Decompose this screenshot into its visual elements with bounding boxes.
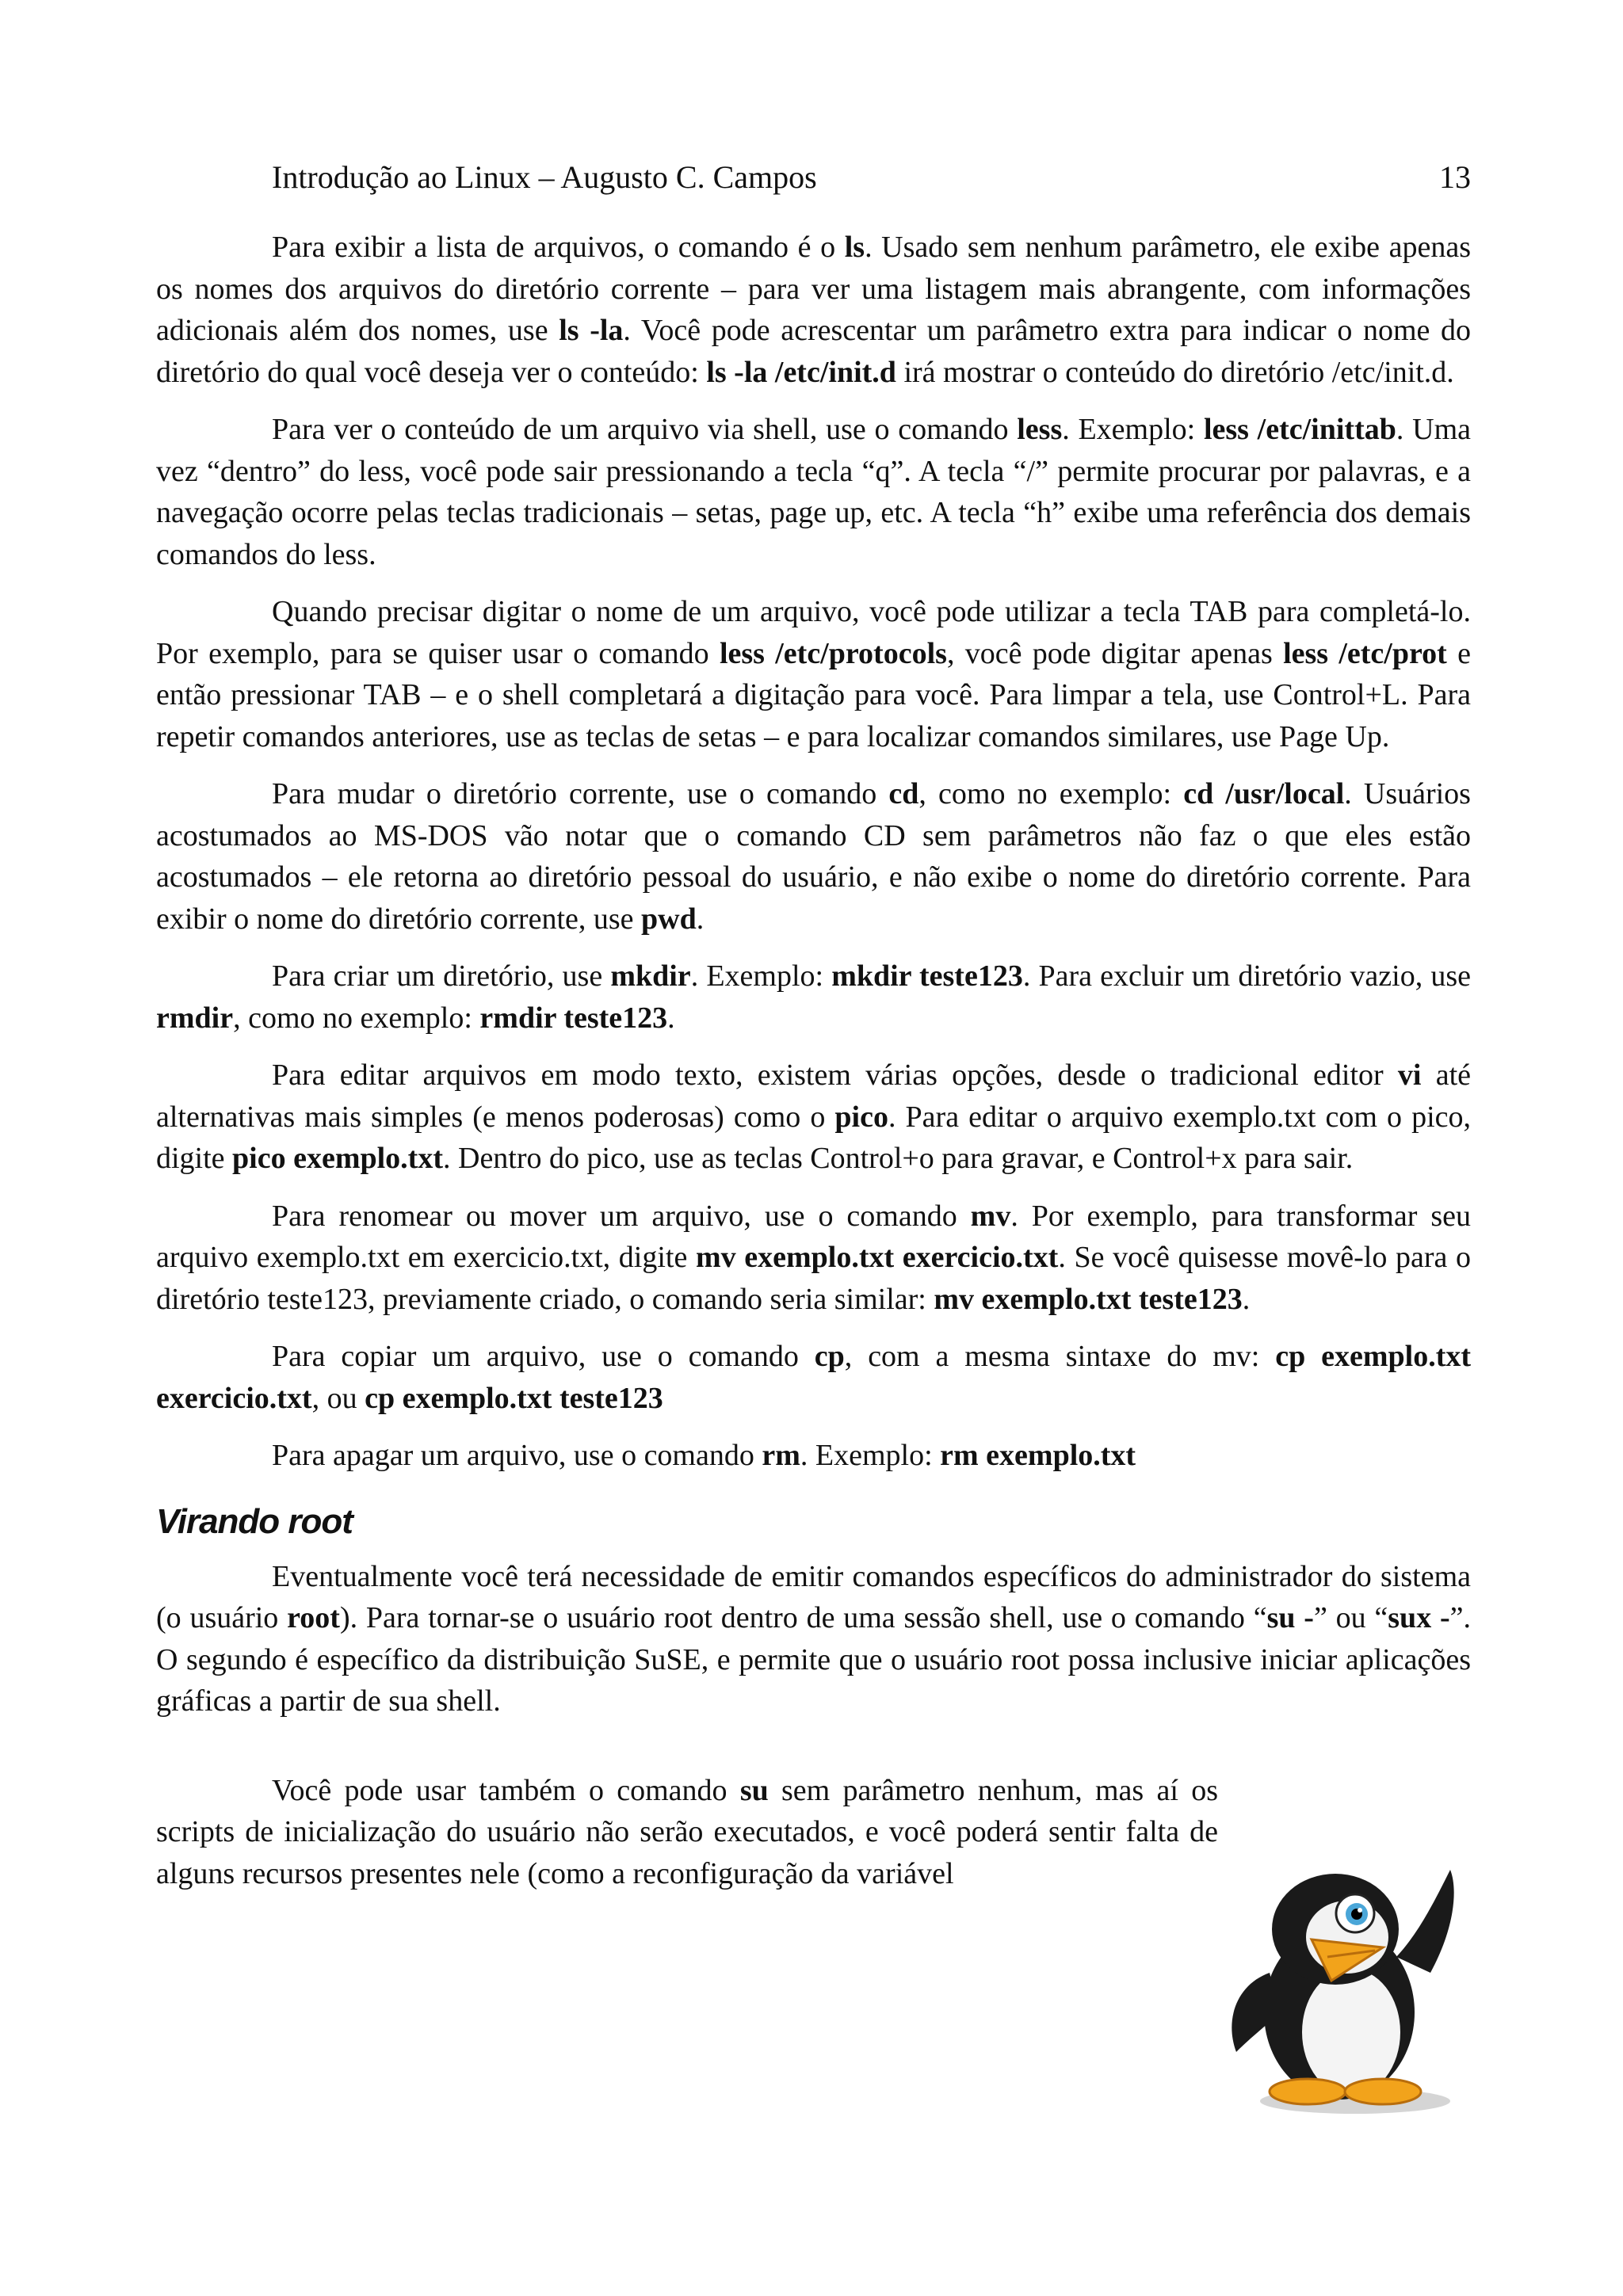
body-text bbox=[156, 227, 1471, 1910]
penguin-mascot-icon bbox=[1220, 1854, 1474, 2115]
paragraph-su: Você pode usar também o comando su sem parâmetro nenhum, mas aí os scripts de inicialização do usuário não serão executados, e você poderá sentir falta de alguns recursos presentes nele (como a reconfiguração da variável bbox=[156, 1773, 1218, 1890]
paragraph-rm: Para apagar um arquivo, use o comando rm. Exemplo: rm exemplo.txt bbox=[272, 1439, 1136, 1472]
paragraph-ls: Para exibir a lista de arquivos, o comando é o ls. Usado sem nenhum parâmetro, ele exibe apenas os nomes dos arquivos do diretório corrente – para ver uma listagem mais abrangente, com informações adicionais além dos nomes, use ls -la. Você pode acrescentar um parâmetro extra para indicar o nome do diretório do qual você deseja ver o conteúdo: ls -la /etc/init.d irá mostrar o conteúdo do diretório /etc/init.d. bbox=[156, 231, 1472, 389]
paragraph-cd: Para mudar o diretório corrente, use o comando cd, como no exemplo: cd /usr/local. Usuários acostumados ao MS-DOS vão notar que o comando CD sem parâmetros não faz o que eles estão acostumados – ele retorna ao diretório pessoal do usuário, e não exibe o nome do diretório corrente. Para exibir o nome do diretório corrente, use pwd. bbox=[156, 777, 1471, 936]
header-title: Introdução ao Linux – Augusto C. Campos bbox=[272, 159, 817, 195]
section-heading: Virando root bbox=[156, 1501, 353, 1541]
page-number: 13 bbox=[1439, 159, 1471, 195]
paragraph-cp: Para copiar um arquivo, use o comando cp, com a mesma sintaxe do mv: cp exemplo.txt exercicio.txt, ou cp exemplo.txt teste123 bbox=[156, 1340, 1471, 1415]
paragraph-root: Eventualmente você terá necessidade de emitir comandos específicos do administrador do sistema (o usuário root). Para tornar-se o usuário root dentro de uma sessão shell, use o comando “su -” ou “sux -”. O segundo é específico da distribuição SuSE, e permite que o usuário root possa inclusive iniciar aplicações gráficas a partir de sua shell. bbox=[156, 1559, 1472, 1718]
running-header bbox=[272, 155, 1471, 200]
paragraph-mv: Para renomear ou mover um arquivo, use o comando mv. Por exemplo, para transformar seu arquivo exemplo.txt em exercicio.txt, digite mv exemplo.txt exercicio.txt. Se você quisesse movê-lo para o diretório teste123, previamente criado, o comando seria similar: mv exemplo.txt teste123. bbox=[156, 1199, 1471, 1316]
paragraph-tab-completion: Quando precisar digitar o nome de um arquivo, você pode utilizar a tecla TAB para completá-lo. Por exemplo, para se quiser usar o comando less /etc/protocols, você pode digitar apenas less /etc/prot e então pressionar TAB – e o shell completará a digitação para você. Para limpar a tela, use Control+L. Para repetir comandos anteriores, use as teclas de setas – e para localizar comandos similares, use Page Up. bbox=[156, 595, 1471, 753]
paragraph-editors: Para editar arquivos em modo texto, existem várias opções, desde o tradicional editor vi até alternativas mais simples (e menos poderosas) como o pico. Para editar o arquivo exemplo.txt com o pico, digite pico exemplo.txt. Dentro do pico, use as teclas Control+o para gravar, e Control+x para sair. bbox=[156, 1058, 1472, 1175]
paragraph-less: Para ver o conteúdo de um arquivo via shell, use o comando less. Exemplo: less /etc/inittab. Uma vez “dentro” do less, você pode sair pressionando a tecla “q”. A tecla “/” permite procurar por palavras, e a navegação ocorre pelas teclas tradicionais – setas, page up, etc. A tecla “h” exibe uma referência dos demais comandos do less. bbox=[156, 413, 1471, 571]
paragraph-mkdir: Para criar um diretório, use mkdir. Exemplo: mkdir teste123. Para excluir um diretório vazio, use rmdir, como no exemplo: rmdir teste123. bbox=[156, 959, 1471, 1035]
